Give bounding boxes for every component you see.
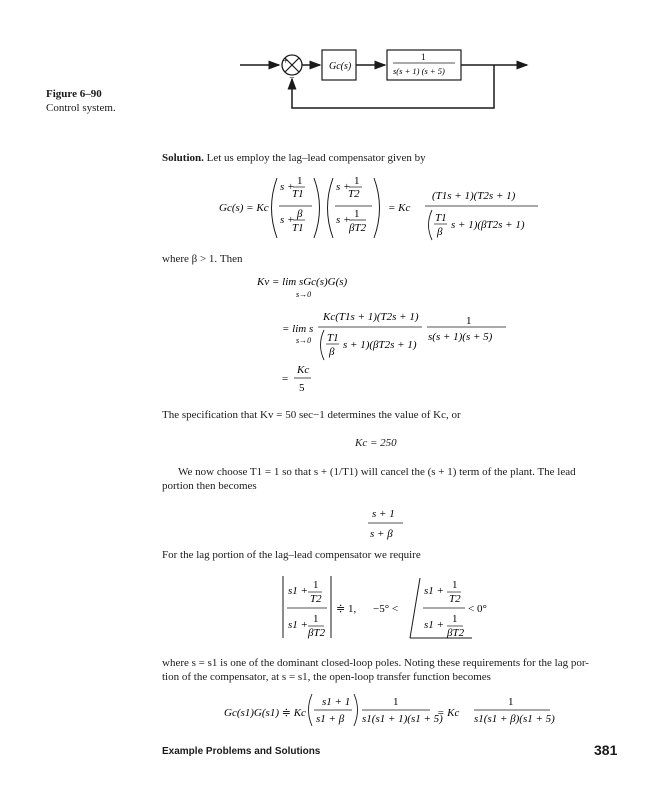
lag-T2-a: T2: [310, 593, 322, 605]
kc-value: Kc = 250: [355, 437, 397, 449]
lag-s1-plus-b: s1 +: [288, 619, 308, 631]
spec-text: The specification that Kv = 50 sec−1 determines the value of Kc, or: [162, 409, 461, 421]
eq-lead: [0, 503, 653, 548]
kv-denominator-tail: s + 1)(βT2s + 1): [343, 339, 417, 351]
lag-betaT2-a: βT2: [308, 627, 326, 639]
eq-lag-condition: [0, 572, 653, 642]
kv-five: 5: [299, 382, 305, 394]
eq-kv: [0, 270, 653, 400]
kv-line2-eq: = lim s: [282, 323, 314, 335]
figure-number: Figure 6–90: [46, 88, 102, 100]
solution-intro-text: Let us employ the lag–lead compensator given by: [206, 152, 426, 164]
eq-gc-beta-b: β: [437, 226, 443, 238]
figure-caption-text: Control system.: [46, 102, 116, 114]
eq-gc-T1-b: T1: [292, 222, 304, 234]
kv-line3-eq: =: [282, 373, 289, 385]
lag-betaT2-b: βT2: [447, 627, 465, 639]
kv-T1: T1: [327, 332, 339, 344]
where-s1-line2: tion of the compensator, at s = s1, the open-loop transfer function becomes: [162, 671, 491, 683]
final-frac3-num: 1: [508, 696, 514, 708]
choose-text-line1: We now choose T1 = 1 so that s + (1/T1) will cancel the (s + 1) term of the plant. The lead: [178, 466, 576, 478]
lag-one-d: 1: [452, 613, 458, 625]
lag-text: For the lag portion of the lag–lead compensator we require: [162, 549, 421, 561]
final-frac3-den: s1(s1 + β)(s1 + 5): [474, 713, 555, 725]
final-frac1-num: s1 + 1: [322, 696, 351, 708]
lead-numerator: s + 1: [372, 508, 395, 520]
lag-T2-b: T2: [449, 593, 461, 605]
final-lhs: Gc(s1)G(s1) ≑ Kc: [224, 707, 306, 719]
kv-lim-sub-2: s→0: [296, 336, 312, 345]
eq-gc: [0, 170, 653, 250]
kv-plant-den: s(s + 1)(s + 5): [428, 331, 493, 343]
lag-angle-lhs: −5° <: [373, 603, 399, 615]
lag-angle-rhs: < 0°: [468, 603, 487, 615]
kv-kc: Kc: [297, 364, 310, 376]
sum-plus-sign: +: [283, 56, 289, 66]
where-s1-line1: where s = s1 is one of the dominant closed-loop poles. Noting these requirements for the lag por-: [162, 657, 589, 669]
final-frac1-den: s1 + β: [316, 713, 345, 725]
lag-one-c: 1: [452, 579, 458, 591]
eq-gc-lhs: Gc(s) = Kc: [219, 202, 269, 214]
kv-beta: β: [329, 346, 335, 358]
eq-gc-one-1: 1: [297, 175, 303, 187]
kv-numerator: Kc(T1s + 1)(T2s + 1): [323, 311, 419, 323]
lag-one-b: 1: [313, 613, 319, 625]
kv-lim-sub-1: s→0: [296, 290, 312, 299]
eq-gc-eq-kc: = Kc: [388, 202, 411, 214]
eq-gc-s-plus-3: s +: [336, 181, 351, 193]
eq-gc-s-plus-2: s +: [280, 214, 295, 226]
lag-one-a: 1: [313, 579, 319, 591]
plant-numerator: 1: [421, 52, 426, 62]
solution-intro: [162, 151, 426, 165]
lag-s1-plus-a: s1 +: [288, 585, 308, 597]
solution-heading: Solution.: [162, 152, 204, 164]
eq-gc-T1-c: T1: [435, 212, 447, 224]
eq-gc-denominator-tail: s + 1)(βT2s + 1): [451, 219, 525, 231]
lag-s1-plus-c: s1 +: [424, 585, 444, 597]
page-number: 381: [594, 742, 618, 758]
choose-text-line2: portion then becomes: [162, 480, 257, 492]
eq-gc-s-plus-4: s +: [336, 214, 351, 226]
kv-plant-one: 1: [466, 315, 472, 327]
plant-denominator: s(s + 1) (s + 5): [393, 66, 445, 76]
eq-gc-one-2: 1: [354, 175, 360, 187]
eq-gc-one-3: 1: [354, 208, 360, 220]
final-frac2-den: s1(s1 + 1)(s1 + 5): [362, 713, 443, 725]
eq-gc-betaT2-a: βT2: [349, 222, 367, 234]
gc-block-label: Gc(s): [329, 61, 352, 72]
where-beta-text: where β > 1. Then: [162, 253, 243, 265]
eq-final: [0, 690, 653, 735]
sum-minus-sign: −: [289, 73, 295, 84]
block-diagram: [0, 0, 653, 120]
kv-line1: Kv = lim sGc(s)G(s): [257, 276, 348, 288]
lead-denominator: s + β: [370, 528, 393, 540]
eq-gc-beta-a: β: [297, 208, 303, 220]
eq-gc-s-plus-1: s +: [280, 181, 295, 193]
eq-gc-T1-a: T1: [292, 188, 304, 200]
lag-approx-one: ≑ 1,: [336, 603, 357, 615]
final-frac2-num: 1: [393, 696, 399, 708]
final-eq-kc: = Kc: [437, 707, 460, 719]
eq-gc-T2-a: T2: [348, 188, 360, 200]
footer-section-title: Example Problems and Solutions: [162, 746, 321, 757]
eq-gc-numerator: (T1s + 1)(T2s + 1): [432, 190, 516, 202]
lag-s1-plus-d: s1 +: [424, 619, 444, 631]
